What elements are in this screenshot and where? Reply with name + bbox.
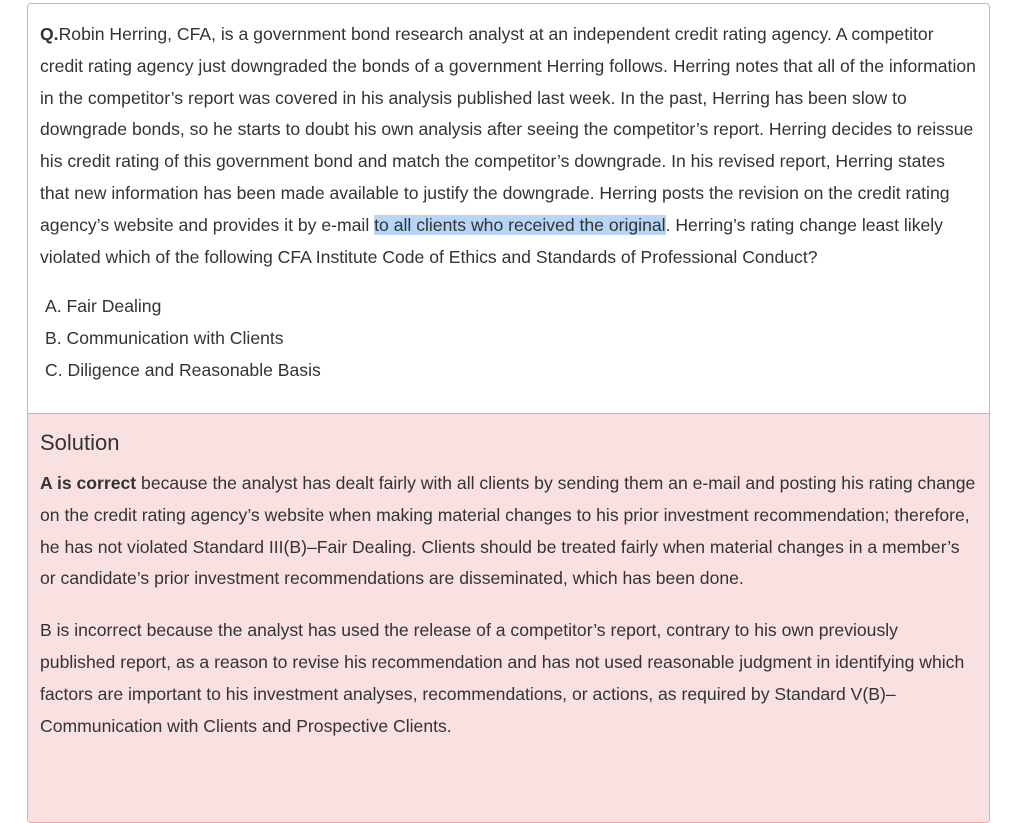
selected-text-highlight[interactable]: to all clients who received the original — [374, 214, 666, 235]
question-section — [28, 4, 989, 414]
solution-section — [28, 414, 989, 823]
answer-options — [40, 291, 977, 386]
solution-paragraph-a — [40, 468, 977, 595]
solution-title: Solution — [40, 430, 120, 455]
correct-answer-lead: A is correct — [40, 473, 137, 493]
question-text — [40, 19, 977, 273]
option-c[interactable]: C. Diligence and Reasonable Basis — [45, 359, 321, 380]
option-a[interactable]: A. Fair Dealing — [45, 296, 162, 317]
question-label: Q. — [40, 24, 59, 44]
option-b[interactable]: B. Communication with Clients — [45, 328, 284, 349]
solution-paragraph-b: B is incorrect because the analyst has used the release of a competitor’s report, contrary to his own previously published report, as a reason to revise his recommendation and has not used reasonable judgment in identifying which factors are important to his investment analyses, recommendations, or actions, as required by Standard V(B)–Communication with Clients and Prospective Clients. — [40, 620, 965, 736]
question-card — [27, 3, 990, 823]
question-body-end: . Herring’s rating change least likely violated which of the following CFA Institute Code of Ethics and Standards of Professional Conduct? — [40, 214, 943, 267]
solution-explanation-a: because the analyst has dealt fairly with all clients by sending them an e-mail and posting his rating change on the credit rating agency’s website when making material changes to his prior investment recommendation; therefore, he has not violated Standard III(B)–Fair Dealing. Clients should be treated fairly when material changes in a member’s or candidate’s prior investment recommendations are disseminated, which has been done. — [40, 473, 976, 589]
question-body: Robin Herring, CFA, is a government bond research analyst at an independent credit rating agency. A competitor credit rating agency just downgraded the bonds of a government Herring follows. Herring notes that all of the information in the competitor’s report was covered in his analysis published last week. In the past, Herring has been slow to downgrade bonds, so he starts to doubt his own analysis after seeing the competitor’s report. Herring decides to reissue his credit rating of this government bond and match the competitor’s downgrade. In his revised report, Herring states that new information has been made available to justify the downgrade. Herring posts the revision on the credit rating agency’s website and provides it by e-mail — [40, 24, 976, 235]
